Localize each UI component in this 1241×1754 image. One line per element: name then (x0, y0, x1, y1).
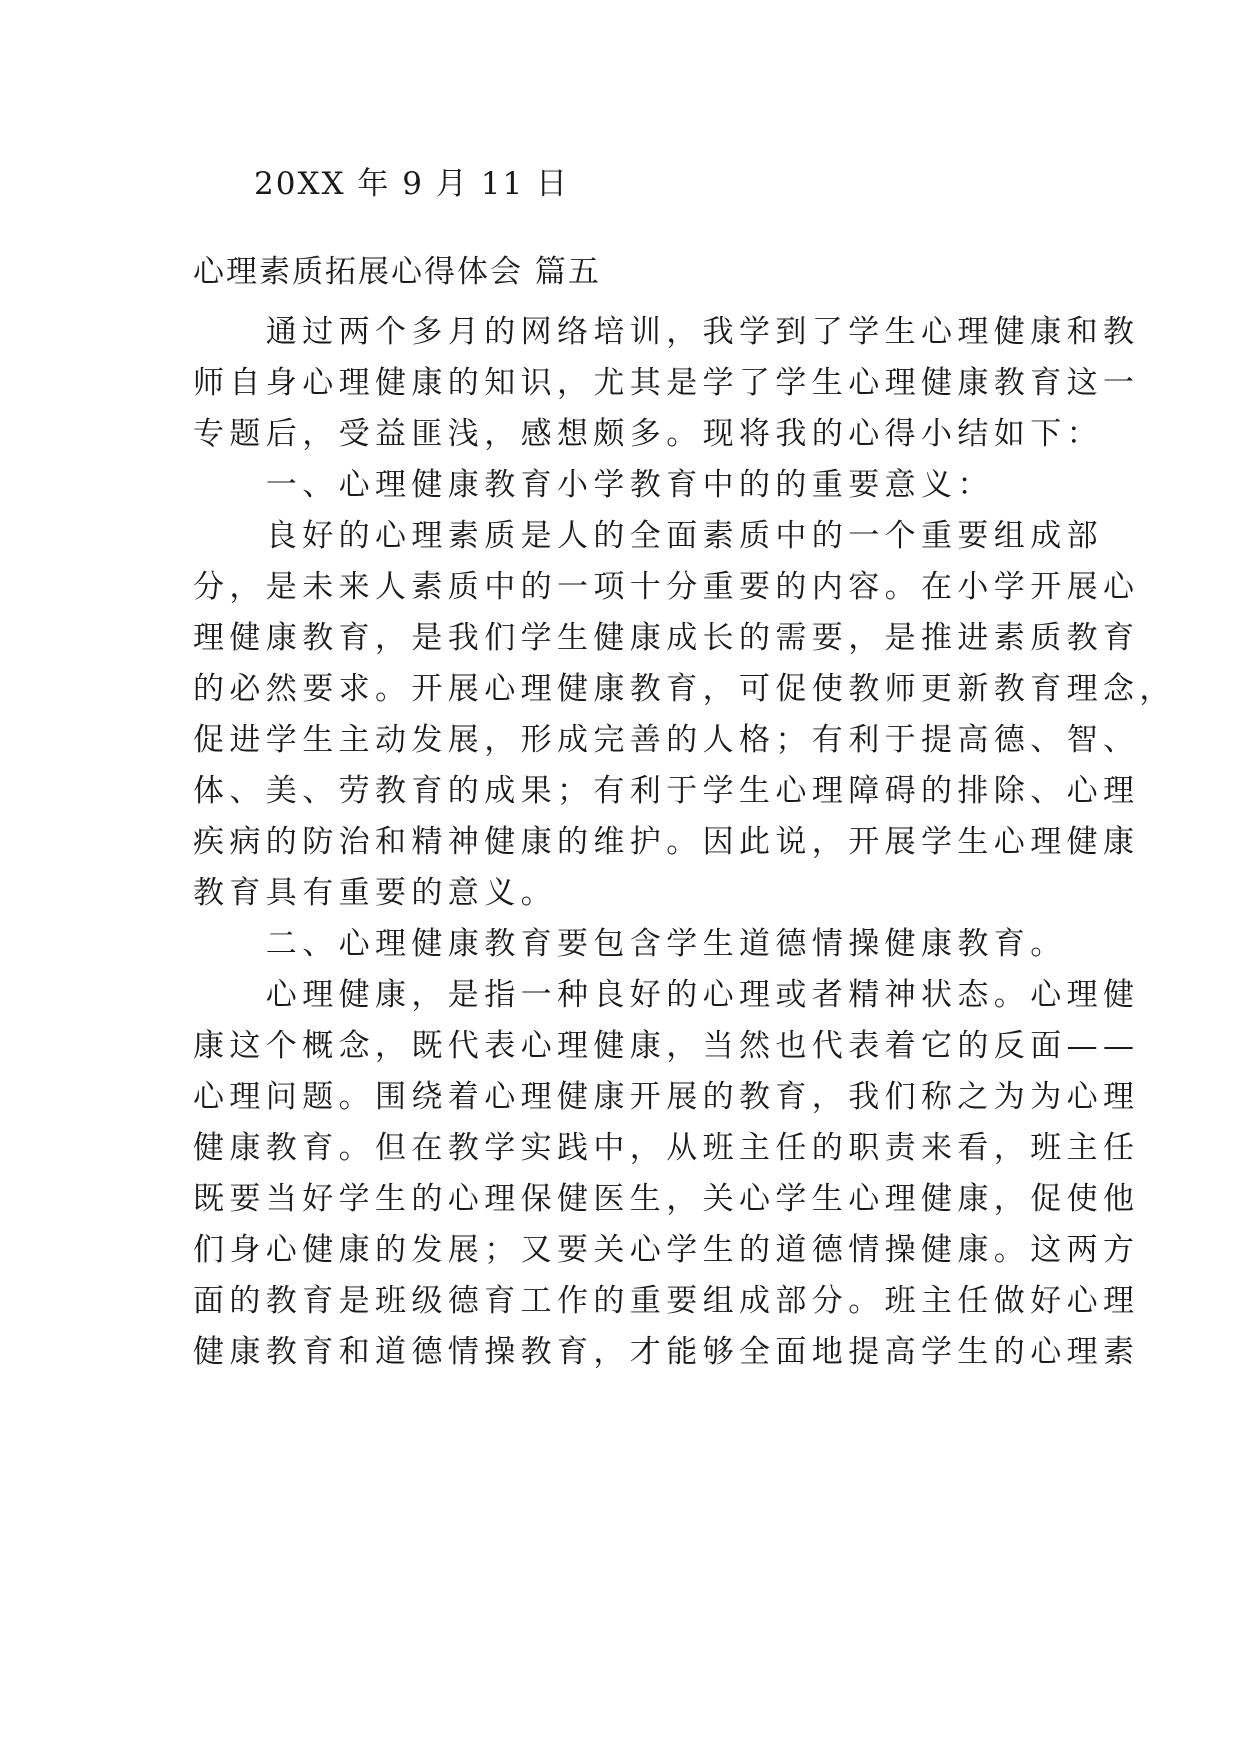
paragraph-line: 们身心健康的发展；又要关心学生的道德情操健康。这两方 (193, 1232, 1140, 1268)
paragraph-line: 师自身心理健康的知识，尤其是学了学生心理健康教育这一 (193, 365, 1140, 401)
paragraph-line: 心理问题。围绕着心理健康开展的教育，我们称之为为心理 (193, 1079, 1140, 1115)
paragraph-line: 康这个概念，既代表心理健康，当然也代表着它的反面—— (193, 1028, 1140, 1064)
paragraph-line: 既要当好学生的心理保健医生，关心学生心理健康，促使他 (193, 1181, 1140, 1217)
paragraph-line: 的必然要求。开展心理健康教育，可促使教师更新教育理念， (193, 671, 1176, 707)
paragraph-line: 理健康教育，是我们学生健康成长的需要，是推进素质教育 (193, 620, 1140, 656)
paragraph-line: 促进学生主动发展，形成完善的人格；有利于提高德、智、 (193, 722, 1140, 758)
paragraph-line: 心理健康，是指一种良好的心理或者精神状态。心理健 (193, 977, 1140, 1013)
paragraph-line: 面的教育是班级德育工作的重要组成部分。班主任做好心理 (193, 1283, 1140, 1319)
paragraph-line: 健康教育和道德情操教育，才能够全面地提高学生的心理素 (193, 1334, 1140, 1370)
paragraph-line: 疾病的防治和精神健康的维护。因此说，开展学生心理健康 (193, 824, 1140, 860)
paragraph-line: 专题后，受益匪浅，感想颇多。现将我的心得小结如下： (193, 416, 1103, 452)
paragraph-line: 良好的心理素质是人的全面素质中的一个重要组成部 (193, 518, 1103, 554)
paragraph-line: 健康教育。但在教学实践中，从班主任的职责来看，班主任 (193, 1130, 1140, 1166)
document-date: 20XX 年 9 月 11 日 (254, 166, 570, 202)
document-title: 心理素质拓展心得体会 篇五 (193, 254, 601, 290)
paragraph-line: 通过两个多月的网络培训，我学到了学生心理健康和教 (193, 314, 1140, 350)
paragraph-line: 分，是未来人素质中的一项十分重要的内容。在小学开展心 (193, 569, 1140, 605)
paragraph-line: 教育具有重要的意义。 (193, 875, 557, 911)
section-heading: 一、心理健康教育小学教育中的的重要意义： (193, 467, 994, 503)
paragraph-line: 体、美、劳教育的成果；有利于学生心理障碍的排除、心理 (193, 773, 1140, 809)
section-heading: 二、心理健康教育要包含学生道德情操健康教育。 (193, 926, 1067, 962)
